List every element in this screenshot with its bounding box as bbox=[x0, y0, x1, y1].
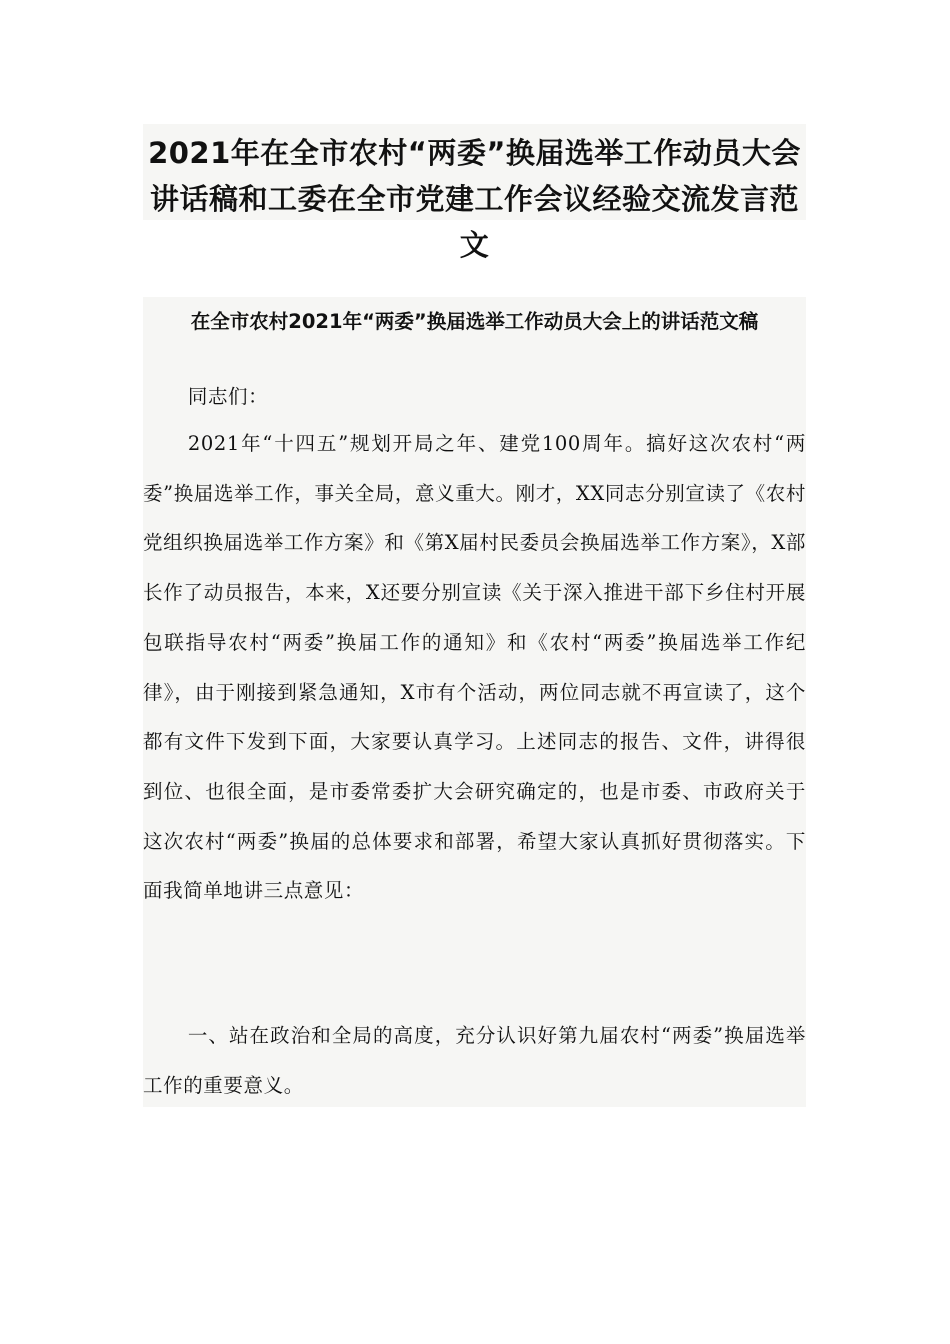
document-title bbox=[143, 130, 806, 268]
point-one-paragraph: 一、站在政治和全局的高度，充分认识好第九届农村“两委”换届选举工作的重要意义。 bbox=[143, 1024, 806, 1097]
greeting-paragraph: 同志们： bbox=[187, 385, 269, 408]
main-paragraph: 2021年“十四五”规划开局之年、建党100周年。搞好这次农村“两委”换届选举工作，事关全局，意义重大。刚才，XX同志分别宣读了《农村党组织换届选举工作方案》和《第X届村民委员会换届选举工作方案》，X部长作了动员报告，本来，X还要分别宣读《关于深入推进干部下乡住村开展包联指导农村“两委”换届工作的通知》和《农村“两委”换届选举工作纪律》，由于刚接到紧急通知，X市有个活动，两位同志就不再宣读了，这个都有文件下发到下面，大家要认真学习。上述同志的报告、文件，讲得很到位、也很全面，是市委常委扩大会研究确定的，也是市委、市政府关于这次农村“两委”换届的总体要求和部署，希望大家认真抓好贯彻落实。下面我简单地讲三点意见： bbox=[143, 432, 806, 903]
document-title-line-2: 讲话稿和工委在全市党建工作会议经验交流发言范文 bbox=[149, 182, 799, 262]
document-title-line-1: 2021年在全市农村“两委”换届选举工作动员大会 bbox=[148, 136, 801, 170]
section-heading: 在全市农村2021年“两委”换届选举工作动员大会上的讲话范文稿 bbox=[190, 310, 759, 333]
